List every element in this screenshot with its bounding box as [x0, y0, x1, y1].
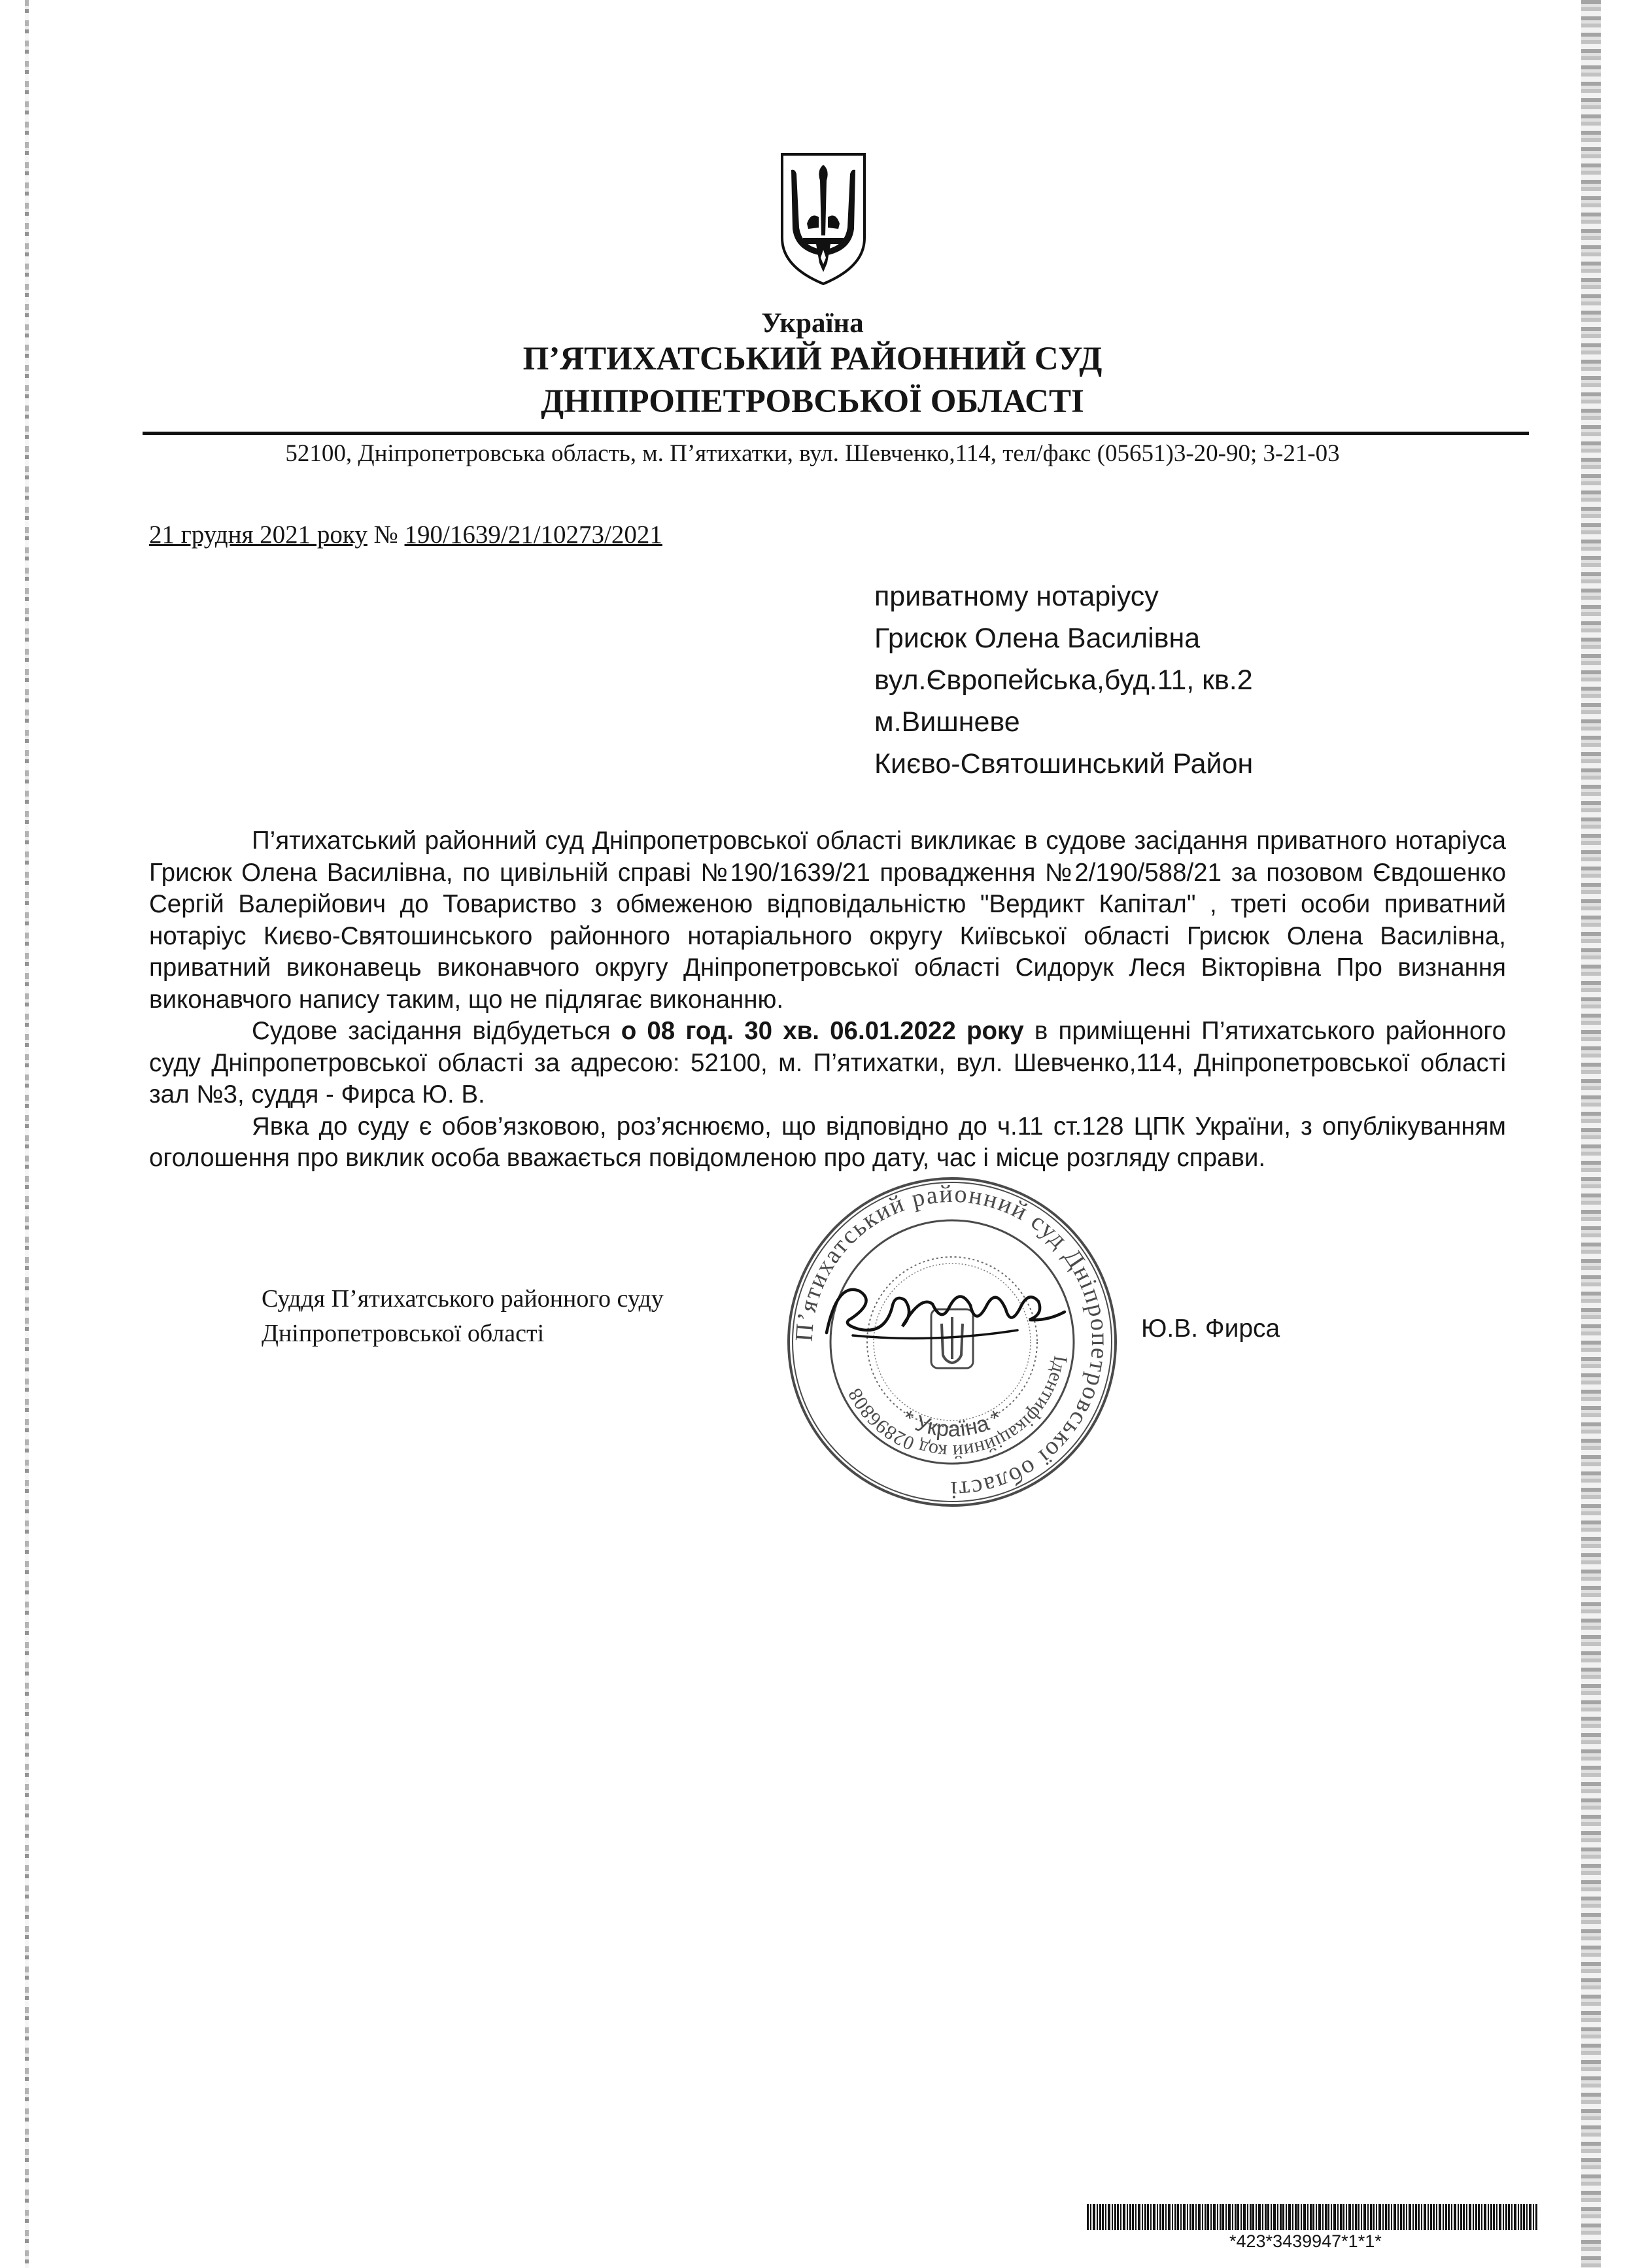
trident-coat-of-arms-icon	[778, 152, 868, 286]
recipient-line: Грисюк Олена Василівна	[874, 623, 1201, 654]
recipient-line: вул.Європейська,буд.11, кв.2	[874, 664, 1253, 696]
signatory-title	[262, 1282, 664, 1351]
summons-text: П’ятихатський районний суд Дніпропетровської області викликає в судове засідання приватного нотаріуса Грисюк Олена Василівна	[149, 827, 1506, 887]
recipient-line: Києво-Святошинський Район	[874, 748, 1254, 780]
body-paragraph-summons	[149, 825, 1506, 1016]
court-name-heading: П’ЯТИХАТСЬКИЙ РАЙОННИЙ СУД	[522, 341, 1103, 377]
body-paragraph-attendance: Явка до суду є обов’язковою, роз’яснюємо, що відповідно до ч.11 ст.128 ЦПК України, з опублікуванням оголошення про виклик особа вважається повідомленою про дату, час і місце розгляду справи.	[149, 1112, 1506, 1172]
svg-text:Ідентифікаційний код 02896808: Ідентифікаційний код 02896808	[844, 1354, 1072, 1463]
reference-number: 190/1639/21/10273/2021	[404, 521, 662, 549]
barcode-number: *423*3439947*1*1*	[1229, 2231, 1382, 2251]
letterhead-rule	[143, 432, 1529, 435]
signatory-title-line: Дніпропетровської області	[262, 1320, 545, 1347]
barcode-icon	[1087, 2204, 1538, 2230]
hearing-location: в приміщенні П’ятихатського районного суду Дніпропетровської області за адресою: 52100, м. П’ятихатки, вул. Шевченко,114, Дніпропетровської області зал №3, суддя - Фирса Ю. В.	[149, 1017, 1506, 1108]
number-sign: №	[373, 521, 398, 549]
case-details-text: , по цивільній справі №190/1639/21 провадження №2/190/588/21 за позовом Євдошенко Сергій Валерійович до Товариство з обмеженою відповідальністю "Вердикт Капітал" , треті особи приватний нотаріус Києво-Святошинського районного нотаріального округу Київської області Грисюк Олена Василівна, приватний виконавець виконавчого округу Дніпропетровської області Сидорук Леся Вікторівна Про визнання виконавчого напису таким, що не підлягає виконанню.	[149, 858, 1507, 1014]
country-heading: Україна	[761, 308, 864, 339]
svg-text:П’ятихатський районний суд Дні: П’ятихатський районний суд Дніпропетровської області	[790, 1180, 1114, 1504]
recipient-block	[874, 576, 1253, 785]
handwritten-signature-icon	[821, 1275, 1070, 1347]
recipient-line: м.Вишневе	[874, 706, 1020, 738]
hearing-datetime: о 08 год. 30 хв. 06.01.2022 року	[621, 1017, 1024, 1045]
body-paragraph-hearing	[149, 1016, 1506, 1111]
recipient-line: приватному нотаріусу	[874, 581, 1159, 612]
svg-text:* Україна *: * Україна *	[898, 1405, 1006, 1442]
signatory-title-line: Суддя П’ятихатського районного суду	[262, 1285, 664, 1313]
court-region-heading: ДНІПРОПЕТРОВСЬКОЇ ОБЛАСТІ	[541, 383, 1084, 420]
letter-body	[149, 825, 1506, 1175]
reference-date: 21 грудня 2021 року	[149, 521, 368, 549]
court-address: 52100, Дніпропетровська область, м. П’ятихатки, вул. Шевченко,114, тел/факс (05651)3-20-90; 3-21-03	[285, 440, 1340, 467]
reference-line	[149, 520, 662, 549]
hearing-intro: Судове засідання відбудеться	[252, 1017, 621, 1045]
judge-name: Ю.В. Фирса	[1141, 1314, 1280, 1343]
